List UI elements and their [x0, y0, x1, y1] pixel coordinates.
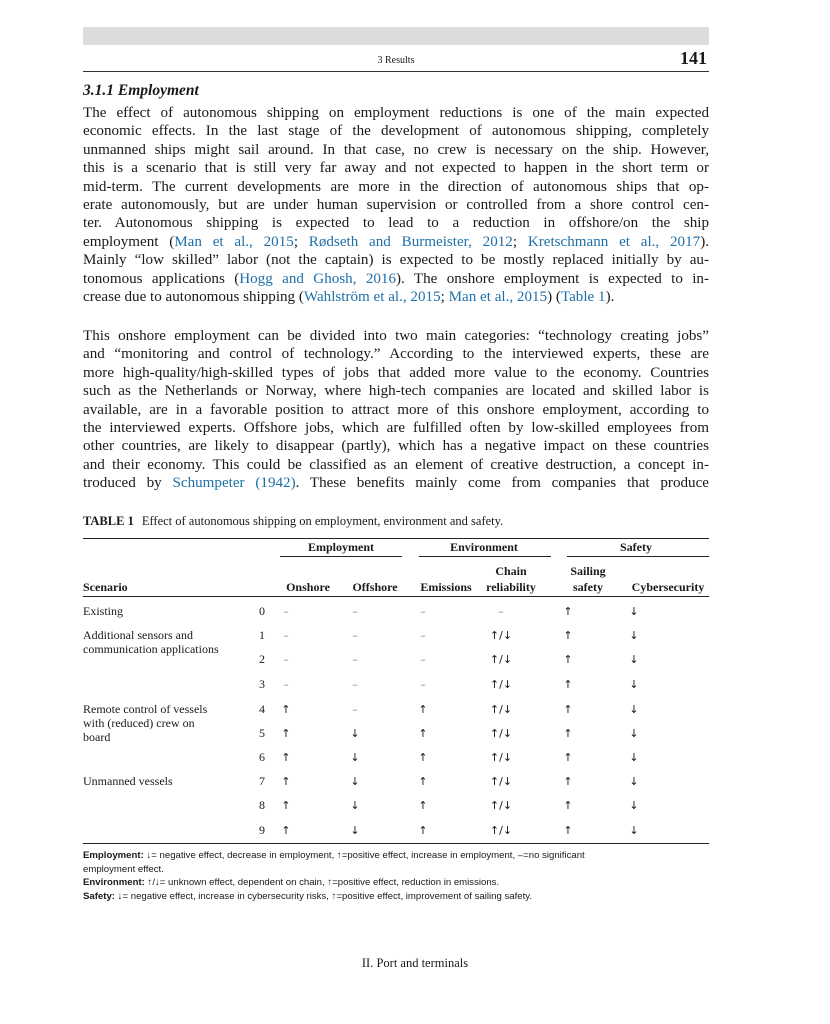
scenario-label: communication applications [83, 642, 219, 656]
text-line [83, 345, 709, 363]
text-run: The effect of autonomous shipping on employment reductions is one of the main expected [83, 105, 709, 121]
col-header-sailing-line1: Sailing [570, 564, 606, 578]
page-number: 141 [680, 48, 707, 68]
text-line [83, 251, 709, 269]
cell-sailing: ↑ [563, 775, 573, 788]
cell-chain: ↑/↓ [489, 703, 513, 716]
cell-chain: ↑/↓ [489, 678, 513, 691]
text-run: ter. Autonomous shipping is expected to lead to a reduction in offshore/on the ship [83, 215, 709, 232]
cell-cyber: ↓ [629, 799, 639, 812]
group-rule-employment [280, 556, 402, 557]
cell-onshore: ↑ [281, 727, 291, 740]
cell-offshore: – [352, 629, 358, 642]
page-footer: II. Port and terminals [361, 956, 469, 970]
cell-emissions: ↑ [418, 727, 428, 740]
text-line [83, 141, 709, 159]
col-header-chain-line1: Chain [495, 564, 527, 578]
text-run: ). [700, 233, 709, 250]
cell-emissions: ↑ [418, 751, 428, 764]
cell-sailing: ↑ [563, 703, 573, 716]
section-heading: 3.1.1 Employment [83, 82, 199, 99]
scenario-number: 1 [259, 628, 265, 642]
legend-text: ↓= negative effect, decrease in employment, ↑=positive effect, increase in employment, –=no significant [146, 850, 585, 861]
cell-emissions: – [420, 629, 426, 642]
cell-onshore: ↑ [281, 824, 291, 837]
cell-offshore: – [352, 678, 358, 691]
citation-link[interactable]: Table 1 [560, 289, 606, 306]
legend-label: Employment: [83, 850, 144, 861]
header-bar [83, 27, 709, 45]
group-header-employment: Employment [308, 540, 374, 554]
cell-emissions: ↑ [418, 703, 428, 716]
text-run: troduced by [83, 475, 173, 492]
citation-link[interactable]: Kretschmann et al., 2017 [527, 233, 701, 250]
text-line [83, 196, 709, 214]
cell-chain: ↑/↓ [489, 799, 513, 812]
legend-text: ↑/↓= unknown effect, dependent on chain, ↑=positive effect, reduction in emissions. [147, 877, 500, 888]
citation-link[interactable]: Wahlström et al., 2015 [303, 289, 441, 306]
legend-entry [83, 849, 709, 876]
text-run: . These benefits mainly come from companies that produce [295, 475, 709, 492]
text-line [83, 159, 709, 177]
legend-entry [83, 876, 709, 890]
text-line [83, 437, 709, 455]
text-run: other countries, are likely to disappear (partly), which has a negative impact on these countries [83, 438, 709, 455]
cell-offshore: ↓ [350, 775, 360, 788]
scenario-number: 0 [259, 604, 265, 618]
scenario-number: 4 [259, 702, 265, 716]
text-line [83, 178, 709, 196]
table-top-rule [83, 538, 709, 539]
scenario-number: 2 [259, 652, 265, 666]
cell-sailing: ↑ [563, 605, 573, 618]
scenario-number: 9 [259, 823, 265, 837]
paragraph-onshore-employment [83, 327, 709, 493]
text-run: mid-term. The current developments are more in the direction of autonomous ships that op- [83, 178, 709, 195]
cell-cyber: ↓ [629, 605, 639, 618]
scenario-label: Unmanned vessels [83, 774, 173, 788]
legend-entry [83, 890, 709, 904]
cell-onshore: – [283, 605, 289, 618]
cell-onshore: ↑ [281, 799, 291, 812]
citation-link[interactable]: Rødseth and Burmeister, 2012 [308, 233, 513, 250]
legend-text: employment effect. [83, 863, 164, 875]
scenario-label: Additional sensors and [83, 628, 193, 642]
text-run: ). [605, 289, 615, 306]
cell-sailing: ↑ [563, 751, 573, 764]
citation-link[interactable]: Man et al., 2015 [448, 289, 548, 306]
scenario-label: Remote control of vessels [83, 702, 208, 716]
col-header-onshore: Onshore [286, 580, 330, 594]
cell-offshore: ↓ [350, 799, 360, 812]
cell-sailing: ↑ [563, 727, 573, 740]
text-run: ). The onshore employment is expected to in- [396, 270, 709, 287]
group-header-safety: Safety [620, 540, 652, 554]
cell-sailing: ↑ [563, 799, 573, 812]
col-header-scenario: Scenario [83, 580, 128, 594]
text-run: such as the Netherlands or Norway, where high-tech companies are located and skilled labor is [83, 383, 709, 400]
text-line [83, 233, 709, 251]
cell-onshore: – [283, 678, 289, 691]
text-line [83, 419, 709, 437]
header-bottom-rule [83, 596, 709, 597]
cell-offshore: ↓ [350, 824, 360, 837]
cell-emissions: – [420, 678, 426, 691]
cell-sailing: ↑ [563, 629, 573, 642]
legend-label: Safety: [83, 890, 115, 902]
cell-sailing: ↑ [563, 824, 573, 837]
legend-label: Environment: [83, 877, 145, 888]
text-line [83, 104, 709, 122]
text-run: unmanned ships might sail around. In that case, no crew is necessary on the ship. However, [83, 141, 709, 158]
text-run: ; [293, 233, 309, 250]
cell-onshore: ↑ [281, 775, 291, 788]
group-rule-environment [419, 556, 551, 557]
cell-emissions: – [420, 605, 426, 618]
col-header-sailing-line2: safety [573, 580, 603, 594]
text-run: tonomous applications ( [83, 270, 240, 287]
scenario-number: 8 [259, 798, 265, 812]
scenario-label: Existing [83, 604, 124, 618]
text-run: ; [512, 233, 528, 250]
section-title: 3 Results [377, 55, 415, 66]
cell-cyber: ↓ [629, 775, 639, 788]
text-run: more high-quality/high-skilled types of jobs that added more value to the economy. Countries [83, 364, 709, 381]
cell-sailing: ↑ [563, 678, 573, 691]
cell-chain: ↑/↓ [489, 775, 513, 788]
scenario-label: with (reduced) crew on [83, 716, 195, 730]
table-label: TABLE 1 [83, 514, 134, 528]
col-header-offshore: Offshore [352, 580, 398, 594]
cell-offshore: ↓ [350, 727, 360, 740]
text-run: erate autonomously, but are under human supervision or controlled from a shore control cen- [83, 197, 709, 214]
text-run: and “monitoring and control of technology.” According to the interviewed experts, these are [83, 346, 709, 363]
text-line [83, 270, 709, 288]
cell-cyber: ↓ [629, 629, 639, 642]
text-run: employment ( [83, 233, 175, 250]
text-run: ) ( [547, 289, 561, 306]
text-run: the interviewed experts. Offshore jobs, which are fulfilled often by low-skilled employees from [83, 420, 709, 437]
text-run: economic effects. In the last stage of the development of autonomous shipping, completely [83, 123, 709, 140]
cell-onshore: – [283, 653, 289, 666]
cell-onshore: ↑ [281, 751, 291, 764]
cell-onshore: – [283, 629, 289, 642]
cell-chain: ↑/↓ [489, 824, 513, 837]
cell-emissions: ↑ [418, 799, 428, 812]
scenario-number: 6 [259, 750, 265, 764]
cell-cyber: ↓ [629, 751, 639, 764]
scenario-label: board [83, 730, 111, 744]
table-caption-text: Effect of autonomous shipping on employment, environment and safety. [141, 514, 504, 528]
running-header [83, 47, 709, 72]
col-header-chain-line2: reliability [486, 580, 536, 594]
cell-offshore: – [352, 605, 358, 618]
cell-chain: ↑/↓ [489, 653, 513, 666]
cell-sailing: ↑ [563, 653, 573, 666]
text-line [83, 327, 709, 345]
legend-text: ↓= negative effect, increase in cybersecurity risks, ↑=positive effect, improvement of sailing safety. [117, 890, 532, 902]
effects-table [83, 534, 709, 846]
text-line [83, 456, 709, 474]
text-line [83, 214, 709, 232]
text-line [83, 382, 709, 400]
text-run: available, are in a favorable position to attract more of this onshore employment, according to [83, 401, 709, 418]
table-caption [83, 514, 503, 529]
cell-onshore: ↑ [281, 703, 291, 716]
citation-link[interactable]: Man et al., 2015 [174, 233, 294, 250]
group-rule-safety [567, 556, 709, 557]
scenario-number: 7 [259, 774, 265, 788]
text-run: This onshore employment can be divided into two main categories: “technology creating jobs” [83, 328, 709, 344]
cell-cyber: ↓ [629, 653, 639, 666]
paragraph-employment [83, 104, 709, 306]
cell-chain: ↑/↓ [489, 727, 513, 740]
text-run: and their economy. This could be classified as an element of creative destruction, a concept in- [83, 456, 709, 473]
cell-emissions: ↑ [418, 775, 428, 788]
text-run: this is a scenario that is still very far away and not expected to happen in the short term or [83, 160, 709, 177]
citation-link[interactable]: Hogg and Ghosh, 2016 [239, 270, 397, 287]
cell-cyber: ↓ [629, 824, 639, 837]
cell-emissions: – [420, 653, 426, 666]
text-run: Mainly “low skilled” labor (not the captain) is expected to be mostly replaced initially by au- [83, 252, 709, 269]
group-header-environment: Environment [450, 540, 518, 554]
cell-emissions: ↑ [418, 824, 428, 837]
cell-cyber: ↓ [629, 727, 639, 740]
cell-offshore: ↓ [350, 751, 360, 764]
text-line [83, 122, 709, 140]
text-line [83, 401, 709, 419]
cell-chain: – [498, 605, 504, 618]
text-line [83, 364, 709, 382]
text-run: ; [440, 289, 449, 306]
cell-offshore: – [352, 653, 358, 666]
scenario-number: 3 [259, 677, 265, 691]
cell-cyber: ↓ [629, 703, 639, 716]
text-run: crease due to autonomous shipping ( [83, 289, 304, 306]
scenario-number: 5 [259, 726, 265, 740]
col-header-emissions: Emissions [420, 580, 472, 594]
cell-chain: ↑/↓ [489, 751, 513, 764]
text-line [83, 288, 709, 306]
table-bottom-rule [83, 843, 709, 844]
citation-link[interactable]: Schumpeter (1942) [172, 475, 296, 492]
cell-chain: ↑/↓ [489, 629, 513, 642]
cell-cyber: ↓ [629, 678, 639, 691]
table-legend [83, 849, 709, 903]
text-line [83, 474, 709, 492]
cell-offshore: – [352, 703, 358, 716]
col-header-cybersecurity: Cybersecurity [631, 580, 705, 594]
